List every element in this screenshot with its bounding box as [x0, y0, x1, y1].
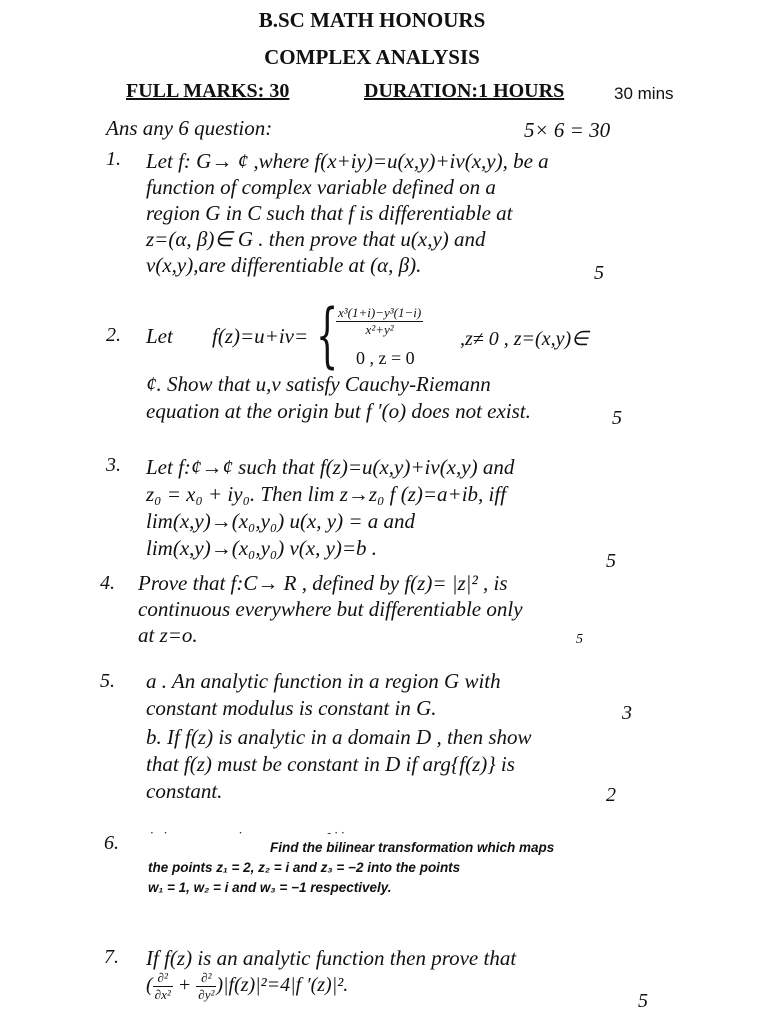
question-line: Let f: G→ ¢ ,where f(x+iy)=u(x,y)+iv(x,y), be a	[146, 149, 549, 173]
question-marks: 3	[622, 702, 632, 724]
subject-title: COMPLEX ANALYSIS	[264, 45, 480, 69]
question-marks: 5	[638, 990, 648, 1012]
question-line: lim(x,y)→(x₀,y₀) v(x, y)=b .	[146, 536, 378, 560]
question-5b-text	[146, 724, 532, 805]
question-marks: 5	[594, 262, 604, 284]
question-line: function of complex variable defined on a	[146, 175, 496, 199]
instruction-marks: 5× 6 = 30	[524, 118, 611, 142]
question-line: constant modulus is constant in G.	[146, 696, 437, 720]
question-line: w₁ = 1, w₂ = i and w₃ = −1 respectively.	[148, 880, 392, 895]
question-line: constant.	[146, 779, 223, 803]
open-paren: (	[146, 974, 153, 997]
duration-extra: 30 mins	[614, 84, 674, 103]
question-number: 7.	[104, 946, 119, 968]
scan-artifact-dots: · · · -··	[150, 826, 348, 840]
question-number: 1.	[106, 148, 121, 170]
question-1-text	[146, 148, 549, 278]
question-line: continuous everywhere but differentiable only	[138, 597, 523, 621]
question-6-text	[148, 838, 554, 898]
question-line: b. If f(z) is analytic in a domain D , then show	[146, 725, 532, 749]
question-line: lim(x,y)→(x₀,y₀) u(x, y) = a and	[146, 509, 415, 533]
question-line: region G in C such that f is differentiable at	[146, 201, 513, 225]
question-number: 6.	[104, 832, 119, 854]
question-marks: 5	[576, 632, 583, 647]
question-line: Prove that f:C→ R , defined by f(z)= |z|² , is	[138, 571, 508, 595]
full-marks: FULL MARKS: 30	[126, 80, 290, 102]
question-4-text	[138, 570, 523, 648]
question-5a-text	[146, 668, 501, 722]
question-let: Let	[146, 324, 173, 348]
duration: DURATION:1 HOURS	[364, 80, 565, 102]
question-line: at z=o.	[138, 623, 198, 647]
case-condition: ,z≠ 0 , z=(x,y)∈	[460, 328, 589, 350]
question-line: If f(z) is an analytic function then prove that	[146, 946, 517, 970]
fraction-denominator: x²+y²	[365, 322, 394, 337]
course-title: B.SC MATH HONOURS	[258, 8, 486, 32]
fraction-denominator: ∂y²	[198, 987, 215, 1002]
fraction-numerator: ∂²	[153, 970, 173, 987]
piecewise-case-2: 0 , z = 0	[356, 348, 415, 368]
question-number: 3.	[106, 454, 121, 476]
question-line: that f(z) must be constant in D if arg{f(z)} is	[146, 752, 515, 776]
fraction-denominator: ∂x²	[154, 987, 171, 1002]
question-marks: 5	[612, 407, 622, 429]
plus-sign: +	[177, 974, 192, 997]
fraction-numerator: x³(1+i)−y³(1−i)	[338, 305, 422, 320]
function-definition: f(z)=u+iv=	[212, 324, 309, 348]
question-number: 5.	[100, 670, 115, 692]
piecewise-brace: {	[316, 294, 339, 376]
question-line: Let f:¢→¢ such that f(z)=u(x,y)+iv(x,y) and	[146, 455, 515, 479]
question-marks: 2	[606, 784, 616, 806]
question-2-text	[146, 371, 531, 425]
question-line: z=(α, β)∈ G . then prove that u(x,y) and	[146, 227, 486, 251]
question-line: z₀ = x₀ + iy₀. Then lim z→z₀ f (z)=a+ib, iff	[146, 482, 507, 506]
instruction-text: Ans any 6 question:	[106, 116, 273, 140]
fraction-numerator: ∂²	[196, 970, 216, 987]
question-line: ¢. Show that u,v satisfy Cauchy-Riemann	[146, 372, 491, 396]
question-line: v(x,y),are differentiable at (α, β).	[146, 253, 422, 277]
question-7-formula	[146, 970, 348, 1003]
question-marks: 5	[606, 550, 616, 572]
question-line: a . An analytic function in a region G with	[146, 669, 501, 693]
piecewise-case-1	[336, 305, 423, 338]
question-number: 2.	[106, 324, 121, 346]
question-line: equation at the origin but f ′(o) does not exist.	[146, 399, 531, 423]
question-3-text	[146, 454, 514, 562]
question-line: the points z₁ = 2, z₂ = i and z₃ = −2 into the points	[148, 860, 461, 875]
question-number: 4.	[100, 572, 115, 594]
question-line: Find the bilinear transformation which maps	[270, 840, 555, 855]
formula-rest: )|f(z)|²=4|f ′(z)|².	[216, 974, 349, 997]
